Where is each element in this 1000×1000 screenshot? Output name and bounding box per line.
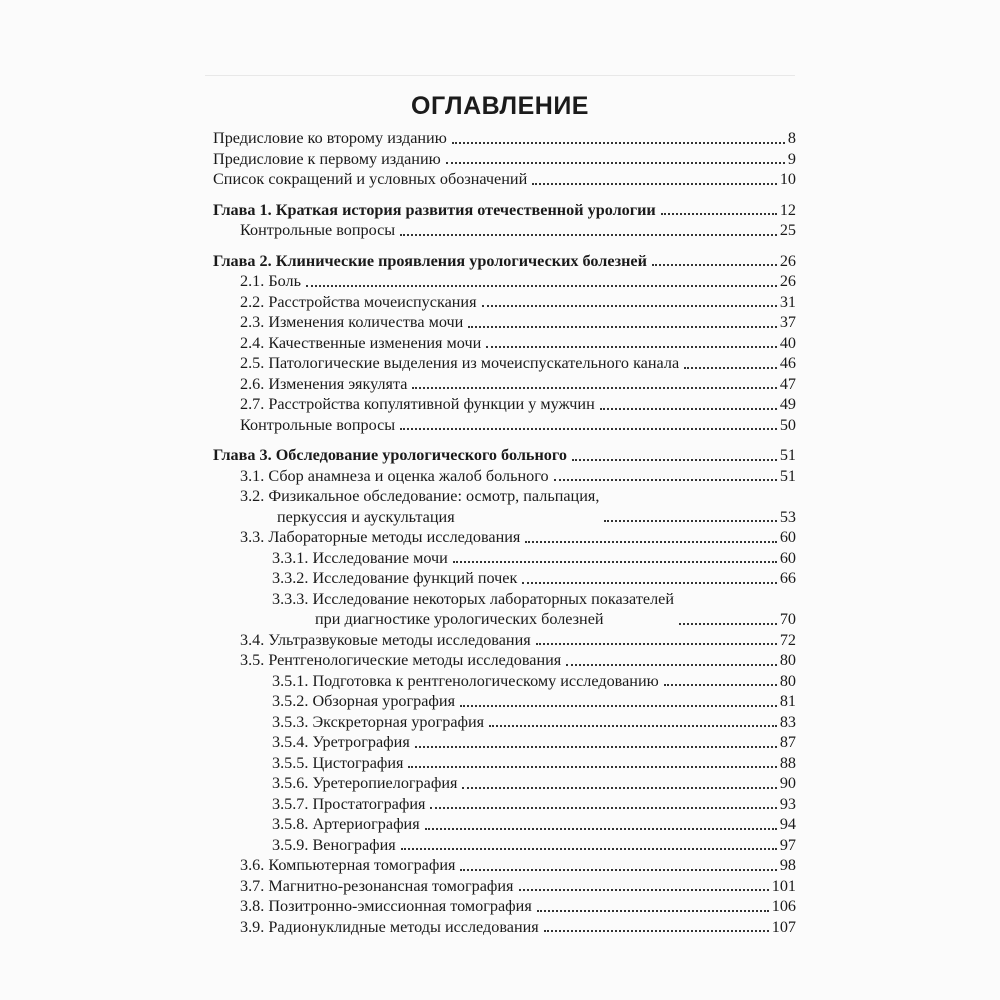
toc-entry-title: 3.3. Лабораторные методы исследования xyxy=(240,528,521,546)
toc-entry xyxy=(213,271,796,292)
table-of-contents xyxy=(213,128,796,937)
toc-page-number: 94 xyxy=(779,815,796,833)
toc-entry-title: 3.8. Позитронно-эмиссионная томография xyxy=(240,897,532,915)
toc-entry xyxy=(213,691,796,712)
toc-page-number: 81 xyxy=(779,692,796,710)
toc-leader-dots xyxy=(536,643,777,645)
toc-entry xyxy=(213,486,796,527)
toc-entry xyxy=(213,589,796,630)
toc-entry-title: Глава 2. Клинические проявления урологических болезней xyxy=(213,251,647,270)
toc-entry xyxy=(213,773,796,794)
toc-page-number: 51 xyxy=(779,466,796,485)
toc-leader-dots xyxy=(600,408,777,410)
toc-page-number: 46 xyxy=(779,354,796,372)
toc-entry-title: 3.5.2. Обзорная урография xyxy=(272,692,456,710)
toc-page-number: 47 xyxy=(779,374,796,393)
toc-page-number: 101 xyxy=(771,876,796,895)
toc-page-number: 107 xyxy=(771,917,796,936)
toc-page-number: 60 xyxy=(779,528,796,546)
toc-page-number: 26 xyxy=(779,251,796,270)
toc-entry-title: 3.5.8. Артериография xyxy=(272,815,420,833)
toc-entry-title: 3.5.5. Цистография xyxy=(272,753,404,772)
toc-chapter-entry xyxy=(213,251,796,272)
toc-page-number: 90 xyxy=(779,774,796,792)
toc-entry-title: Предисловие к первому изданию xyxy=(213,149,441,168)
toc-entry xyxy=(213,527,796,548)
toc-leader-dots xyxy=(460,705,777,707)
toc-leader-dots xyxy=(460,869,776,871)
toc-leader-dots xyxy=(446,162,785,164)
toc-leader-dots xyxy=(525,541,776,543)
toc-entry xyxy=(213,128,796,149)
toc-page-number: 25 xyxy=(779,221,796,239)
toc-leader-dots xyxy=(554,479,777,481)
toc-page-number: 9 xyxy=(787,149,796,168)
toc-entry xyxy=(213,835,796,856)
toc-entry xyxy=(213,732,796,753)
toc-entry xyxy=(213,415,796,436)
toc-entry-title: 3.3.1. Исследование мочи xyxy=(272,548,448,567)
toc-leader-dots xyxy=(468,326,777,328)
toc-page-number: 40 xyxy=(779,333,796,352)
toc-leader-dots xyxy=(537,910,769,912)
toc-page-number: 80 xyxy=(779,671,796,690)
toc-leader-dots xyxy=(400,234,777,236)
toc-leader-dots xyxy=(486,346,777,348)
toc-entry xyxy=(213,374,796,395)
toc-entry-title: 3.4. Ультразвуковые методы исследования xyxy=(240,630,531,649)
toc-page-number: 66 xyxy=(779,569,796,587)
toc-entry xyxy=(213,312,796,333)
toc-entry-title: Контрольные вопросы xyxy=(240,221,396,239)
toc-entry-title: 3.2. Физикальное обследование: осмотр, пальпация, перкуссия и аускультация xyxy=(240,487,600,526)
toc-entry-title: Предисловие ко второму изданию xyxy=(213,129,447,147)
toc-leader-dots xyxy=(572,459,777,461)
toc-page-number: 87 xyxy=(779,733,796,751)
toc-leader-dots xyxy=(652,264,777,266)
toc-entry xyxy=(213,548,796,569)
toc-leader-dots xyxy=(544,930,769,932)
toc-entry-title: 3.5.4. Уретрография xyxy=(272,733,410,751)
toc-entry-title: 3.6. Компьютерная томография xyxy=(240,856,456,874)
toc-entry xyxy=(213,630,796,651)
toc-entry xyxy=(213,814,796,835)
toc-leader-dots xyxy=(604,520,776,522)
toc-page-number: 26 xyxy=(779,272,796,290)
toc-entry-title: Глава 1. Краткая история развития отечественной урологии xyxy=(213,200,656,219)
toc-page-number: 10 xyxy=(779,170,796,188)
toc-entry-title: 3.5.1. Подготовка к рентгенологическому исследованию xyxy=(272,671,659,690)
toc-entry-title: 3.1. Сбор анамнеза и оценка жалоб больного xyxy=(240,466,549,485)
toc-page-number: 12 xyxy=(779,200,796,219)
toc-page-number: 106 xyxy=(771,897,796,915)
toc-page-number: 70 xyxy=(779,610,796,628)
toc-entry xyxy=(213,855,796,876)
toc-entry-title: Список сокращений и условных обозначений xyxy=(213,170,528,188)
toc-leader-dots xyxy=(489,725,777,727)
toc-leader-dots xyxy=(532,183,777,185)
page-title: ОГЛАВЛЕНИЕ xyxy=(411,92,589,120)
toc-leader-dots xyxy=(453,561,777,563)
toc-leader-dots xyxy=(482,305,777,307)
toc-page-number: 98 xyxy=(779,856,796,874)
toc-leader-dots xyxy=(306,285,777,287)
toc-leader-dots xyxy=(566,664,777,666)
toc-page-number: 8 xyxy=(787,129,796,147)
toc-page-number: 83 xyxy=(779,712,796,731)
toc-entry-title: 2.2. Расстройства мочеиспускания xyxy=(240,292,477,311)
toc-leader-dots xyxy=(401,848,777,850)
toc-page-number: 80 xyxy=(779,651,796,669)
show-through-rule xyxy=(205,75,795,76)
toc-page-number: 49 xyxy=(779,395,796,413)
toc-leader-dots xyxy=(661,213,777,215)
toc-entry-title: 3.3.3. Исследование некоторых лабораторных показателей при диагностике урологических болезней xyxy=(272,589,674,628)
toc-entry xyxy=(213,353,796,374)
toc-entry-title: Глава 3. Обследование урологического больного xyxy=(213,446,567,464)
toc-page-number: 88 xyxy=(779,753,796,772)
toc-entry-title: 3.9. Радионуклидные методы исследования xyxy=(240,917,539,936)
toc-entry-title: 3.5.7. Простатография xyxy=(272,794,426,813)
toc-entry xyxy=(213,876,796,897)
toc-chapter-entry xyxy=(213,200,796,221)
toc-entry xyxy=(213,333,796,354)
toc-leader-dots xyxy=(415,746,777,748)
toc-entry xyxy=(213,712,796,733)
toc-entry xyxy=(213,568,796,589)
toc-leader-dots xyxy=(412,387,776,389)
toc-entry xyxy=(213,220,796,241)
toc-page-number: 97 xyxy=(779,835,796,854)
toc-entry-title: 2.6. Изменения эякулята xyxy=(240,374,408,393)
toc-entry-title: 3.5.6. Уретеропиелография xyxy=(272,774,458,792)
toc-page-number: 31 xyxy=(779,292,796,311)
toc-entry-title: 3.3.2. Исследование функций почек xyxy=(272,569,518,587)
toc-entry xyxy=(213,896,796,917)
toc-page-number: 50 xyxy=(779,415,796,434)
toc-entry-title: 2.4. Качественные изменения мочи xyxy=(240,333,482,352)
toc-leader-dots xyxy=(462,787,776,789)
toc-entry-title: 3.7. Магнитно-резонансная томография xyxy=(240,876,514,895)
toc-entry xyxy=(213,292,796,313)
toc-entry xyxy=(213,671,796,692)
toc-entry xyxy=(213,917,796,938)
toc-entry xyxy=(213,466,796,487)
toc-leader-dots xyxy=(400,428,777,430)
toc-entry-title: 3.5.3. Экскреторная урография xyxy=(272,712,485,731)
toc-entry xyxy=(213,650,796,671)
toc-leader-dots xyxy=(679,623,777,625)
toc-leader-dots xyxy=(684,367,777,369)
toc-page-number: 72 xyxy=(779,630,796,649)
toc-leader-dots xyxy=(519,889,769,891)
toc-leader-dots xyxy=(452,142,785,144)
toc-page-number: 51 xyxy=(779,446,796,464)
toc-entry xyxy=(213,149,796,170)
toc-page-number: 93 xyxy=(779,794,796,813)
toc-leader-dots xyxy=(430,807,776,809)
toc-entry-title: 2.3. Изменения количества мочи xyxy=(240,313,464,331)
toc-entry-title: 3.5. Рентгенологические методы исследования xyxy=(240,651,562,669)
toc-leader-dots xyxy=(408,766,776,768)
toc-entry-title: 2.1. Боль xyxy=(240,272,301,290)
toc-entry-title: Контрольные вопросы xyxy=(240,415,396,434)
toc-leader-dots xyxy=(664,684,777,686)
toc-entry-title: 3.5.9. Венография xyxy=(272,835,396,854)
toc-entry xyxy=(213,169,796,190)
toc-entry xyxy=(213,753,796,774)
toc-entry xyxy=(213,794,796,815)
toc-page-number: 37 xyxy=(779,313,796,331)
toc-page-number: 53 xyxy=(779,507,796,526)
toc-chapter-entry xyxy=(213,445,796,466)
toc-entry-title: 2.7. Расстройства копулятивной функции у мужчин xyxy=(240,395,595,413)
toc-entry-title: 2.5. Патологические выделения из мочеиспускательного канала xyxy=(240,354,680,372)
toc-leader-dots xyxy=(425,828,777,830)
toc-page-number: 60 xyxy=(779,548,796,567)
toc-leader-dots xyxy=(522,582,776,584)
toc-entry xyxy=(213,394,796,415)
